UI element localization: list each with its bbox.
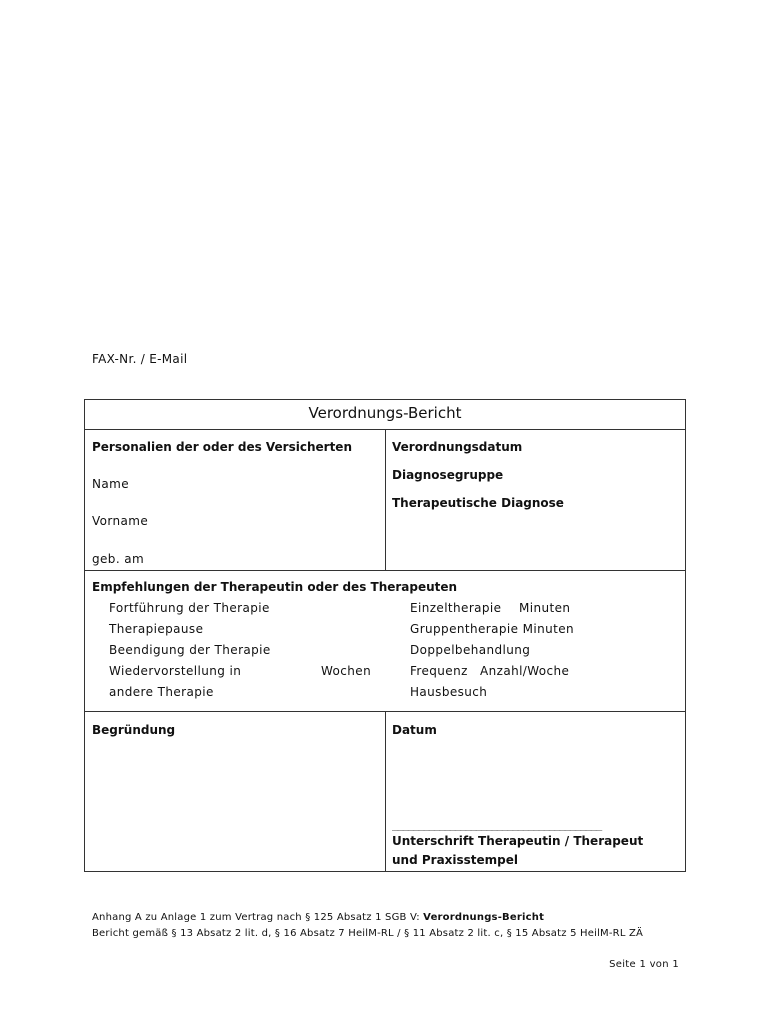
name-field[interactable]: Name — [92, 477, 130, 491]
empfehlungen-section — [85, 571, 685, 712]
footer-annex-text: Anhang A zu Anlage 1 zum Vertrag nach § 125 Absatz 1 SGB V: — [92, 912, 424, 923]
geb-am-field[interactable]: geb. am — [92, 552, 145, 566]
option-wiedervorstellung[interactable]: Wiedervorstellung in — [109, 664, 242, 678]
signature-label: Unterschrift Therapeutin / Therapeut — [392, 834, 644, 848]
personal-section — [85, 430, 685, 571]
footer-line-1 — [92, 912, 544, 923]
option-frequenz[interactable]: Frequenz — [410, 664, 468, 678]
option-therapiepause[interactable]: Therapiepause — [109, 622, 204, 636]
personal-heading: Personalien der oder des Versicherten — [92, 440, 352, 454]
begruendung-section — [85, 712, 685, 872]
option-hausbesuch[interactable]: Hausbesuch — [410, 685, 488, 699]
diagnosegruppe-field[interactable]: Diagnosegruppe — [392, 468, 504, 482]
option-andere-therapie[interactable]: andere Therapie — [109, 685, 214, 699]
datum-field[interactable]: Datum — [392, 723, 437, 737]
option-beendigung[interactable]: Beendigung der Therapie — [109, 643, 271, 657]
option-einzeltherapie[interactable]: Einzeltherapie — [410, 601, 502, 615]
empfehlungen-heading: Empfehlungen der Therapeutin oder des Therapeuten — [92, 580, 458, 594]
vorname-field[interactable]: Vorname — [92, 514, 149, 528]
page-number: Seite 1 von 1 — [609, 959, 679, 970]
footer-form-name: Verordnungs-Bericht — [423, 912, 545, 923]
signature-line: ________________________________________ — [392, 818, 601, 831]
footer-line-2: Bericht gemäß § 13 Absatz 2 lit. d, § 16 Absatz 7 HeilM-RL / § 11 Absatz 2 lit. c, § 15 Absatz 5 HeilM-RL ZÄ — [92, 928, 644, 939]
fax-email-label: FAX-Nr. / E-Mail — [92, 352, 188, 366]
option-fortfuehrung[interactable]: Fortführung der Therapie — [109, 601, 270, 615]
praxisstempel-label: und Praxisstempel — [392, 853, 519, 867]
wochen-label: Wochen — [321, 664, 372, 678]
column-divider — [385, 430, 386, 570]
begruendung-field[interactable]: Begründung — [92, 723, 176, 737]
verordnungsdatum-field[interactable]: Verordnungsdatum — [392, 440, 523, 454]
frequenz-unit-label: Anzahl/Woche — [480, 664, 570, 678]
option-gruppentherapie[interactable]: Gruppentherapie Minuten — [410, 622, 574, 636]
verordnungs-bericht-form — [84, 399, 686, 872]
einzeltherapie-minuten-label: Minuten — [519, 601, 571, 615]
option-doppelbehandlung[interactable]: Doppelbehandlung — [410, 643, 531, 657]
therapeutische-diagnose-field[interactable]: Therapeutische Diagnose — [392, 496, 564, 510]
form-title: Verordnungs-Bericht — [308, 404, 462, 422]
column-divider — [385, 712, 386, 872]
form-title-row — [85, 400, 685, 430]
